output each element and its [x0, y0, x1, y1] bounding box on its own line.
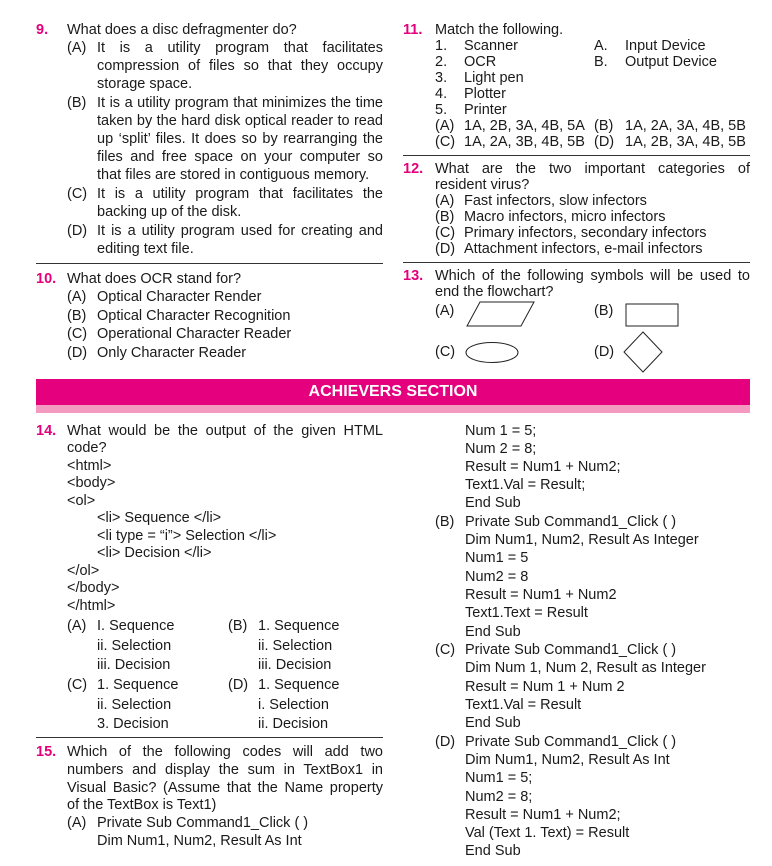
option-label: (B): [67, 308, 87, 324]
option-text: I. Sequence: [97, 618, 175, 634]
code-line: <li> Sequence </li>: [97, 510, 222, 526]
code-line: Num1 = 5;: [465, 770, 533, 786]
code-line: Num 1 = 5;: [465, 423, 537, 439]
code-line: Num2 = 8: [465, 569, 529, 585]
option-label: (C): [67, 677, 88, 693]
option-text: 1A, 2B, 3A, 4B, 5A: [464, 118, 585, 134]
question-stem: What does OCR stand for?: [67, 271, 242, 287]
item-text: Printer: [464, 102, 507, 118]
item-text: Scanner: [464, 38, 519, 54]
option-label: (C): [435, 225, 456, 241]
option-label: (D): [435, 241, 456, 257]
question-stem: What are the two important categories of: [435, 161, 750, 177]
section-banner: ACHIEVERS SECTION: [36, 379, 750, 405]
code-line: <ol>: [67, 493, 96, 509]
item-letter: B.: [594, 54, 608, 70]
code-line: <html>: [67, 458, 112, 474]
code-line: End Sub: [465, 495, 521, 511]
code-line: Private Sub Command1_Click ( ): [465, 642, 677, 658]
option-text: iii. Decision: [97, 657, 171, 673]
item-text: Light pen: [464, 70, 524, 86]
question-number: 12.: [403, 161, 424, 177]
option-text: Only Character Reader: [97, 345, 247, 361]
question-stem: Visual Basic? (Assume that the Name property: [67, 780, 383, 796]
option-label: (C): [435, 344, 456, 360]
question-stem: code?: [67, 440, 107, 456]
option-text: up ‘split’ files. It does so by rearranging the: [97, 131, 383, 147]
option-text: 1A, 2A, 3A, 4B, 5B: [625, 118, 746, 134]
option-text: ii. Decision: [258, 716, 329, 732]
code-line: <li> Decision </li>: [97, 545, 212, 561]
option-text: Operational Character Reader: [97, 326, 292, 342]
question-number: 15.: [36, 744, 57, 760]
item-letter: A.: [594, 38, 608, 54]
option-label: (D): [67, 345, 88, 361]
code-line: <body>: [67, 475, 116, 491]
code-line: Dim Num 1, Num 2, Result as Integer: [465, 660, 706, 676]
option-text: 1. Sequence: [258, 618, 340, 634]
option-label: (B): [435, 514, 455, 530]
option-text: ii. Selection: [97, 638, 172, 654]
item-number: 1.: [435, 38, 448, 54]
code-line: Dim Num1, Num2, Result As Int: [465, 752, 670, 768]
option-text: 1. Sequence: [258, 677, 340, 693]
option-text: It is a utility program that minimizes the time: [97, 95, 383, 111]
option-label: (A): [435, 193, 455, 209]
option-text: Optical Character Recognition: [97, 308, 291, 324]
question-stem: numbers and display the sum in TextBox1 in: [67, 762, 383, 778]
code-line: Private Sub Command1_Click ( ): [97, 815, 309, 831]
question-stem: Which of the following codes will add two: [67, 744, 383, 760]
item-text: OCR: [464, 54, 497, 70]
option-label: (C): [435, 642, 456, 658]
option-text: Attachment infectors, e-mail infectors: [464, 241, 703, 257]
option-label: (D): [67, 223, 88, 239]
option-label: (C): [67, 326, 88, 342]
ellipse-icon: [465, 341, 521, 365]
code-line: Text1.Val = Result;: [465, 477, 586, 493]
code-line: </html>: [67, 598, 116, 614]
code-line: End Sub: [465, 843, 521, 859]
code-line: <li type = “i”> Selection </li>: [97, 528, 277, 544]
option-label: (D): [228, 677, 249, 693]
option-text: ii. Selection: [97, 697, 172, 713]
option-label: (B): [435, 209, 455, 225]
item-number: 3.: [435, 70, 448, 86]
option-text: Primary infectors, secondary infectors: [464, 225, 707, 241]
code-line: Num2 = 8;: [465, 789, 533, 805]
code-line: Private Sub Command1_Click ( ): [465, 734, 677, 750]
option-label: (A): [435, 303, 455, 319]
code-line: Private Sub Command1_Click ( ): [465, 514, 677, 530]
divider: [403, 155, 750, 156]
rectangle-icon: [625, 303, 680, 328]
divider: [36, 263, 383, 264]
question-number: 10.: [36, 271, 57, 287]
section-band: [36, 405, 750, 413]
option-label: (C): [67, 186, 88, 202]
code-line: Dim Num1, Num2, Result As Int: [97, 833, 302, 849]
option-label: (A): [67, 618, 87, 634]
code-line: Result = Num1 + Num2: [465, 587, 617, 603]
option-text: 1. Sequence: [97, 677, 179, 693]
option-label: (D): [594, 344, 615, 360]
item-number: 4.: [435, 86, 448, 102]
code-line: End Sub: [465, 715, 521, 731]
option-text: files and free space on your computer so: [97, 149, 383, 165]
code-line: </ol>: [67, 563, 100, 579]
question-stem: of the TextBox is Text1): [67, 797, 217, 813]
option-label: (B): [594, 303, 614, 319]
question-stem: What would be the output of the given HTML: [67, 423, 383, 439]
code-line: Num1 = 5: [465, 550, 529, 566]
option-label: (A): [435, 118, 455, 134]
item-number: 2.: [435, 54, 448, 70]
code-line: Result = Num 1 + Num 2: [465, 679, 625, 695]
question-number: 13.: [403, 268, 424, 284]
code-line: Text1.Val = Result: [465, 697, 582, 713]
item-text: Input Device: [625, 38, 706, 54]
option-text: taken by the hard disk optical reader to read: [97, 113, 383, 129]
question-stem: resident virus?: [435, 177, 530, 193]
option-text: editing text file.: [97, 241, 194, 257]
item-number: 5.: [435, 102, 448, 118]
code-line: Text1.Text = Result: [465, 605, 588, 621]
divider: [403, 262, 750, 263]
code-line: Num 2 = 8;: [465, 441, 537, 457]
code-line: Result = Num1 + Num2;: [465, 807, 621, 823]
option-label: (B): [67, 95, 87, 111]
option-text: iii. Decision: [258, 657, 332, 673]
question-stem: What does a disc defragmenter do?: [67, 22, 297, 38]
option-text: that files are stored in contiguous memory.: [97, 167, 370, 183]
question-number: 11.: [403, 22, 423, 38]
option-text: Optical Character Render: [97, 289, 262, 305]
code-line: Dim Num1, Num2, Result As Integer: [465, 532, 699, 548]
code-line: Val (Text 1. Text) = Result: [465, 825, 630, 841]
question-stem: Match the following.: [435, 22, 564, 38]
code-line: Result = Num1 + Num2;: [465, 459, 621, 475]
option-text: It is a utility program that facilitates: [97, 40, 383, 56]
option-label: (A): [67, 40, 87, 56]
option-label: (A): [67, 815, 87, 831]
option-text: Macro infectors, micro infectors: [464, 209, 666, 225]
option-text: 1A, 2B, 3A, 4B, 5B: [625, 134, 746, 150]
option-text: It is a utility program that facilitates the: [97, 186, 383, 202]
question-number: 9.: [36, 22, 49, 38]
option-label: (C): [435, 134, 456, 150]
option-text: ii. Selection: [258, 638, 333, 654]
question-stem: end the flowchart?: [435, 284, 554, 300]
option-text: 1A, 2A, 3B, 4B, 5B: [464, 134, 585, 150]
code-line: </body>: [67, 580, 120, 596]
diamond-icon: [623, 331, 665, 375]
code-line: End Sub: [465, 624, 521, 640]
option-label: (B): [594, 118, 614, 134]
divider: [36, 737, 383, 738]
question-number: 14.: [36, 423, 57, 439]
option-label: (D): [594, 134, 615, 150]
item-text: Plotter: [464, 86, 506, 102]
question-stem: Which of the following symbols will be used to: [435, 268, 750, 284]
option-text: storage space.: [97, 76, 193, 92]
parallelogram-icon: [466, 301, 536, 327]
option-text: backing up of the disk.: [97, 204, 242, 220]
option-text: It is a utility program used for creating and: [97, 223, 383, 239]
option-text: Fast infectors, slow infectors: [464, 193, 647, 209]
option-text: 3. Decision: [97, 716, 169, 732]
item-text: Output Device: [625, 54, 717, 70]
option-label: (B): [228, 618, 248, 634]
option-label: (A): [67, 289, 87, 305]
option-text: compression of files so that they occupy: [97, 58, 383, 74]
option-label: (D): [435, 734, 456, 750]
option-text: i. Selection: [258, 697, 329, 713]
